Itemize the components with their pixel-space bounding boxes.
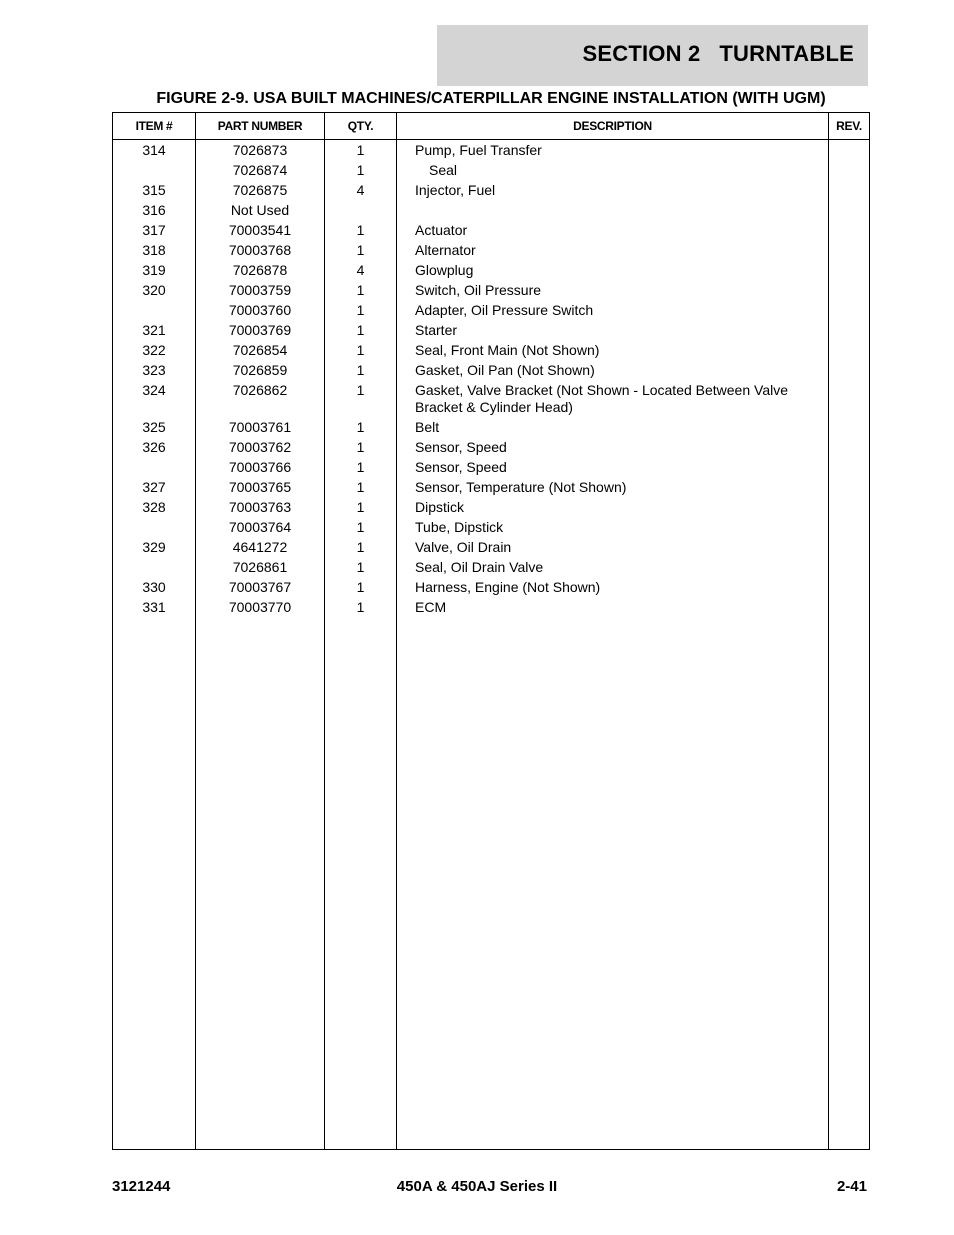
quantity: 1	[356, 599, 365, 615]
item-number: 324	[142, 382, 166, 398]
description	[415, 202, 815, 219]
table-row	[113, 458, 869, 478]
table-row	[113, 341, 869, 361]
quantity: 1	[356, 222, 365, 238]
part-number: 7026861	[232, 559, 288, 575]
table-row	[113, 221, 869, 241]
description: Starter	[415, 322, 458, 338]
table-row	[113, 161, 869, 181]
column-header-part-number: PART NUMBER	[217, 119, 303, 133]
quantity: 1	[356, 559, 365, 575]
table-row	[113, 201, 869, 221]
item-number: 330	[142, 579, 166, 595]
table-row	[113, 381, 869, 418]
item-number: 329	[142, 539, 166, 555]
part-number: 7026862	[232, 382, 288, 398]
table-row	[113, 558, 869, 578]
description: ECM	[415, 599, 447, 615]
parts-table	[112, 112, 870, 1150]
quantity: 1	[356, 519, 365, 535]
table-row	[113, 438, 869, 458]
item-number: 331	[142, 599, 166, 615]
item-number: 316	[142, 202, 166, 218]
part-number: 70003762	[228, 439, 292, 455]
description: Gasket, Oil Pan (Not Shown)	[415, 362, 595, 378]
section-number: SECTION 2	[582, 41, 701, 66]
description: Harness, Engine (Not Shown)	[415, 579, 601, 595]
item-number: 321	[142, 322, 166, 338]
quantity: 1	[356, 419, 365, 435]
table-row	[113, 361, 869, 381]
description: Sensor, Speed	[415, 459, 507, 475]
description: Dipstick	[415, 499, 465, 515]
part-number: 7026874	[232, 162, 288, 178]
footer-page-number: 2-41	[836, 1178, 867, 1195]
description: Injector, Fuel	[415, 182, 496, 198]
description: Tube, Dipstick	[415, 519, 504, 535]
table-row	[113, 598, 869, 618]
table-row	[113, 478, 869, 498]
part-number: 70003761	[228, 419, 292, 435]
column-header-qty: QTY.	[347, 119, 374, 133]
quantity: 1	[356, 162, 365, 178]
part-number: 70003765	[228, 479, 292, 495]
table-row	[113, 321, 869, 341]
part-number: 7026859	[232, 362, 288, 378]
table-row	[113, 241, 869, 261]
quantity: 1	[356, 242, 365, 258]
description: Glowplug	[415, 262, 474, 278]
part-number: 7026875	[232, 182, 288, 198]
description: Sensor, Speed	[415, 439, 507, 455]
footer-model: 450A & 450AJ Series II	[396, 1178, 558, 1195]
part-number: 7026854	[232, 342, 288, 358]
part-number: 70003541	[228, 222, 292, 238]
quantity: 1	[356, 382, 365, 398]
quantity: 1	[356, 302, 365, 318]
table-row	[113, 498, 869, 518]
quantity: 1	[356, 499, 365, 515]
description: Pump, Fuel Transfer	[415, 142, 542, 158]
part-number: 70003770	[228, 599, 292, 615]
table-row	[113, 418, 869, 438]
description: Seal, Oil Drain Valve	[415, 559, 544, 575]
part-number: 70003768	[228, 242, 292, 258]
item-number: 327	[142, 479, 166, 495]
item-number: 322	[142, 342, 166, 358]
table-row	[113, 141, 869, 161]
part-number: 7026873	[232, 142, 288, 158]
part-number: 70003766	[228, 459, 292, 475]
part-number: 70003759	[228, 282, 292, 298]
table-row	[113, 518, 869, 538]
quantity: 1	[356, 539, 365, 555]
item-number: 326	[142, 439, 166, 455]
quantity: 4	[356, 262, 365, 278]
item-number: 318	[142, 242, 166, 258]
table-row	[113, 181, 869, 201]
item-number: 328	[142, 499, 166, 515]
description: Seal	[429, 162, 458, 178]
column-header-description: DESCRIPTION	[573, 119, 652, 133]
quantity: 1	[356, 342, 365, 358]
quantity: 1	[356, 282, 365, 298]
description: Belt	[415, 419, 440, 435]
part-number: 7026878	[232, 262, 288, 278]
part-number: 4641272	[232, 539, 288, 555]
description: Actuator	[415, 222, 468, 238]
quantity: 4	[356, 182, 365, 198]
item-number: 314	[142, 142, 166, 158]
quantity: 1	[356, 459, 365, 475]
part-number: 70003767	[228, 579, 292, 595]
table-row	[113, 538, 869, 558]
description: Switch, Oil Pressure	[415, 282, 542, 298]
description: Adapter, Oil Pressure Switch	[415, 302, 594, 318]
description: Seal, Front Main (Not Shown)	[415, 342, 600, 358]
item-number: 323	[142, 362, 166, 378]
item-number: 320	[142, 282, 166, 298]
quantity: 1	[356, 579, 365, 595]
quantity: 1	[356, 142, 365, 158]
section-header	[437, 25, 868, 86]
item-number: 325	[142, 419, 166, 435]
part-number: 70003764	[228, 519, 292, 535]
quantity: 1	[356, 479, 365, 495]
item-number: 317	[142, 222, 166, 238]
description: Valve, Oil Drain	[415, 539, 512, 555]
item-number: 315	[142, 182, 166, 198]
column-header-item: ITEM #	[135, 119, 173, 133]
table-row	[113, 261, 869, 281]
section-name: TURNTABLE	[719, 41, 854, 66]
footer-doc-number: 3121244	[112, 1178, 171, 1195]
table-row	[113, 578, 869, 598]
part-number: 70003769	[228, 322, 292, 338]
column-header-rev: REV.	[836, 119, 862, 133]
quantity: 1	[356, 322, 365, 338]
item-number: 319	[142, 262, 166, 278]
part-number: 70003760	[228, 302, 292, 318]
section-title	[583, 41, 854, 67]
description: Sensor, Temperature (Not Shown)	[415, 479, 627, 495]
description: Alternator	[415, 242, 476, 258]
quantity: 1	[356, 362, 365, 378]
description: Gasket, Valve Bracket (Not Shown - Located Between Valve Bracket & Cylinder Head)	[415, 382, 789, 415]
part-number: 70003763	[228, 499, 292, 515]
table-row	[113, 301, 869, 321]
table-row	[113, 281, 869, 301]
figure-title: FIGURE 2-9. USA BUILT MACHINES/CATERPILLAR ENGINE INSTALLATION (WITH UGM)	[156, 90, 826, 107]
part-number: Not Used	[230, 202, 290, 218]
quantity: 1	[356, 439, 365, 455]
table-body	[113, 141, 869, 618]
header-rule	[113, 139, 869, 140]
